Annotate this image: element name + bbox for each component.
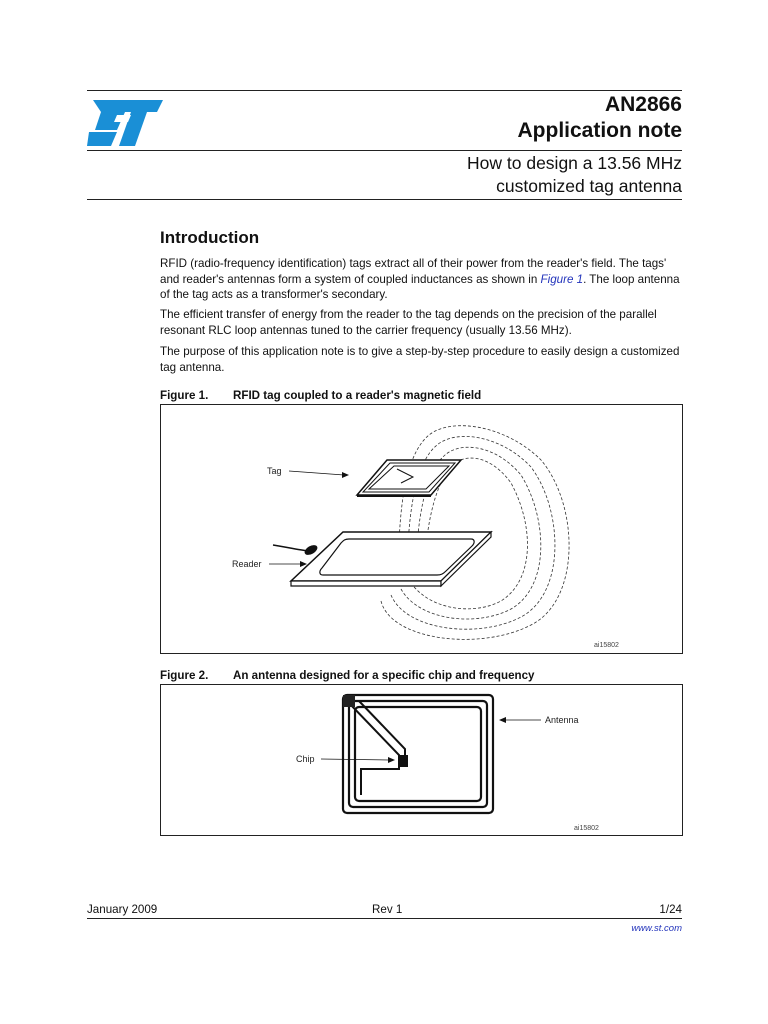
st-logo [87, 98, 165, 148]
figure-2-title: An antenna designed for a specific chip and frequency [233, 669, 535, 682]
figure-1-box [160, 404, 683, 654]
figure-1-title: RFID tag coupled to a reader's magnetic field [233, 389, 482, 402]
reader-card [273, 532, 491, 586]
figure-2-caption [160, 669, 535, 682]
antenna-traces [349, 701, 405, 795]
figure-2-illustration [161, 685, 682, 835]
reader-label: Reader [232, 559, 262, 569]
figure-1-link[interactable]: Figure 1 [540, 272, 584, 286]
intro-paragraph-1 [160, 256, 685, 303]
section-heading: Introduction [160, 228, 260, 247]
footer-date: January 2009 [87, 903, 158, 916]
top-rule [87, 90, 682, 91]
footer-page-number: 1/24 [659, 903, 682, 916]
tag-card [357, 460, 461, 497]
figure-1-number: Figure 1. [160, 389, 209, 402]
figure-2-box [160, 684, 683, 836]
antenna-label: Antenna [545, 715, 579, 725]
intro-text: RFID (radio-frequency identification) tags extract all of their power from the reader's field. The tags' and reader's antennas form a system of coupled inductances as shown in [160, 257, 667, 286]
subtitle-line-1: How to design a 13.56 MHz [467, 153, 682, 173]
antenna-loops [343, 695, 493, 813]
figure-1-illustration [161, 405, 682, 653]
document-type: Application note [517, 119, 682, 142]
intro-paragraph-2: The efficient transfer of energy from the reader to the tag depends on the precision of the parallel resonant RLC loop antennas tuned to the carrier frequency (usually 13.56 MHz). [160, 308, 657, 337]
chip-icon [398, 755, 408, 767]
tag-label: Tag [267, 466, 282, 476]
title-rule [87, 150, 682, 151]
figure-1-caption [160, 389, 481, 402]
figure-2-number: Figure 2. [160, 669, 209, 682]
footer-rule [87, 918, 682, 919]
subtitle-line-2: customized tag antenna [496, 176, 682, 196]
antenna-crossover [343, 695, 355, 707]
chip-label: Chip [296, 754, 315, 764]
figure-1-code: ai15802 [594, 642, 619, 649]
figure-2-code: ai15802 [574, 825, 599, 832]
footer-revision: Rev 1 [372, 903, 403, 916]
website-link[interactable]: www.st.com [631, 923, 682, 934]
document-number: AN2866 [604, 93, 682, 116]
intro-paragraph-3: The purpose of this application note is to give a step-by-step procedure to easily design a customized tag antenna. [160, 345, 680, 374]
intro-text: . The loop antenna of the tag acts as a transformer's secondary. [160, 272, 680, 301]
subtitle-rule [87, 199, 682, 200]
